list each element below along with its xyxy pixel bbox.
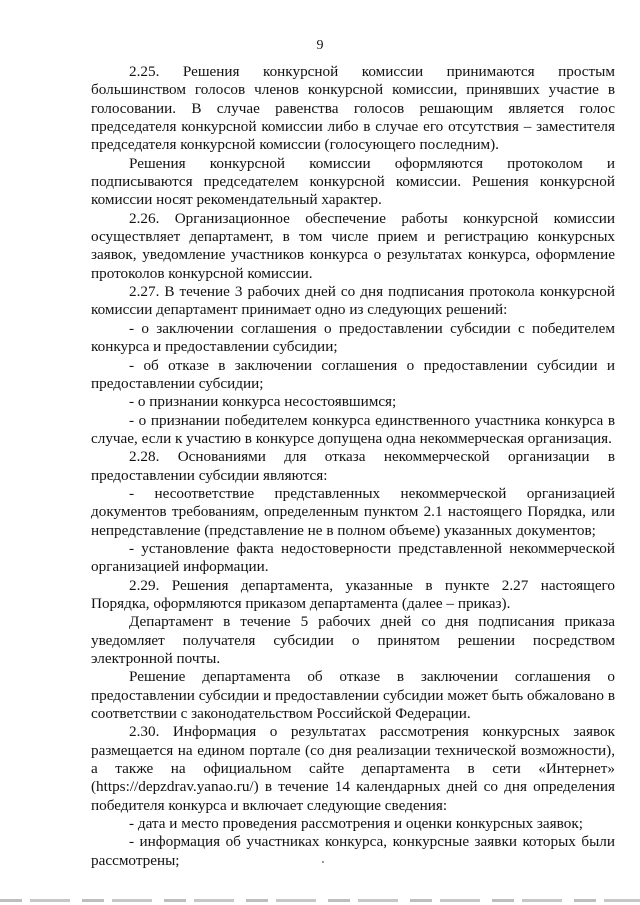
list-item: - несоответствие представленных некоммерческой организацией документов требованиям, определенным пунктом 2.1 настоящего Порядка, или непредставление (представление не в полном объеме) указанных документов; bbox=[91, 484, 615, 539]
paragraph-2-30: 2.30. Информация о результатах рассмотрения конкурсных заявок размещается на едином портале (со дня реализации технической возможности), а также на официальном сайте департамента в сети «Интернет» (https://depzdrav.yanao.ru/) в течение 14 календарных дней со дня определения победителя конкурса и включает следующие сведения: bbox=[91, 723, 615, 814]
list-item: - информация об участниках конкурса, конкурсные заявки которых были рассмотрены; bbox=[91, 833, 615, 869]
paragraph-2-29-notice: Департамент в течение 5 рабочих дней со дня подписания приказа уведомляет получателя субсидии о принятом решении посредством электронной почты. bbox=[91, 613, 615, 667]
list-item: - установление факта недостоверности представленной некоммерческой организацией информации. bbox=[91, 539, 615, 576]
paragraph-2-29: 2.29. Решения департамента, указанные в пункте 2.27 настоящего Порядка, оформляются приказом департамента (далее – приказ). bbox=[91, 576, 615, 612]
list-item: - об отказе в заключении соглашения о предоставлении субсидии и предоставлении субсидии; bbox=[91, 356, 615, 392]
paragraph-2-25-decisions: Решения конкурсной комиссии оформляются протоколом и подписываются председателем конкурсной комиссии. Решения конкурсной комиссии носят рекомендательный характер. bbox=[91, 154, 615, 209]
list-item: - дата и место проведения рассмотрения и оценки конкурсных заявок; bbox=[129, 815, 583, 833]
scan-bottom-edge bbox=[0, 899, 640, 902]
document-body bbox=[91, 63, 615, 870]
list-item: - о заключении соглашения о предоставлении субсидии с победителем конкурса и предоставлении субсидии; bbox=[91, 319, 615, 356]
paragraph-2-29-appeal: Решение департамента об отказе в заключении соглашения о предоставлении субсидии и предоставлении субсидии может быть обжаловано в соответствии с законодательством Российской Федерации. bbox=[91, 668, 615, 723]
list-item: - о признании конкурса несостоявшимся; bbox=[129, 393, 397, 411]
paragraph-2-27: 2.27. В течение 3 рабочих дней со дня подписания протокола конкурсной комиссии департамент принимает одно из следующих решений: bbox=[91, 283, 615, 319]
paragraph-2-26: 2.26. Организационное обеспечение работы конкурсной комиссии осуществляет департамент, в том числе прием и регистрацию конкурсных заявок, уведомление участников конкурса о результатах конкурса, оформление протоколов конкурсной комиссии. bbox=[91, 209, 615, 282]
page-number: 9 bbox=[316, 38, 324, 53]
list-item: - о признании победителем конкурса единственного участника конкурса в случае, если к участию в конкурсе допущена одна некоммерческая организация. bbox=[91, 411, 615, 447]
paragraph-2-25: 2.25. Решения конкурсной комиссии принимаются простым большинством голосов членов конкурсной комиссии, принявших участие в голосовании. В случае равенства голосов решающим является голос председателя конкурсной комиссии либо в случае его отсутствия – заместителя председателя конкурсной комиссии (голосующего последним). bbox=[91, 63, 615, 154]
scan-speck bbox=[322, 861, 324, 863]
paragraph-2-28: 2.28. Основаниями для отказа некоммерческой организации в предоставлении субсидии являются: bbox=[91, 448, 615, 484]
